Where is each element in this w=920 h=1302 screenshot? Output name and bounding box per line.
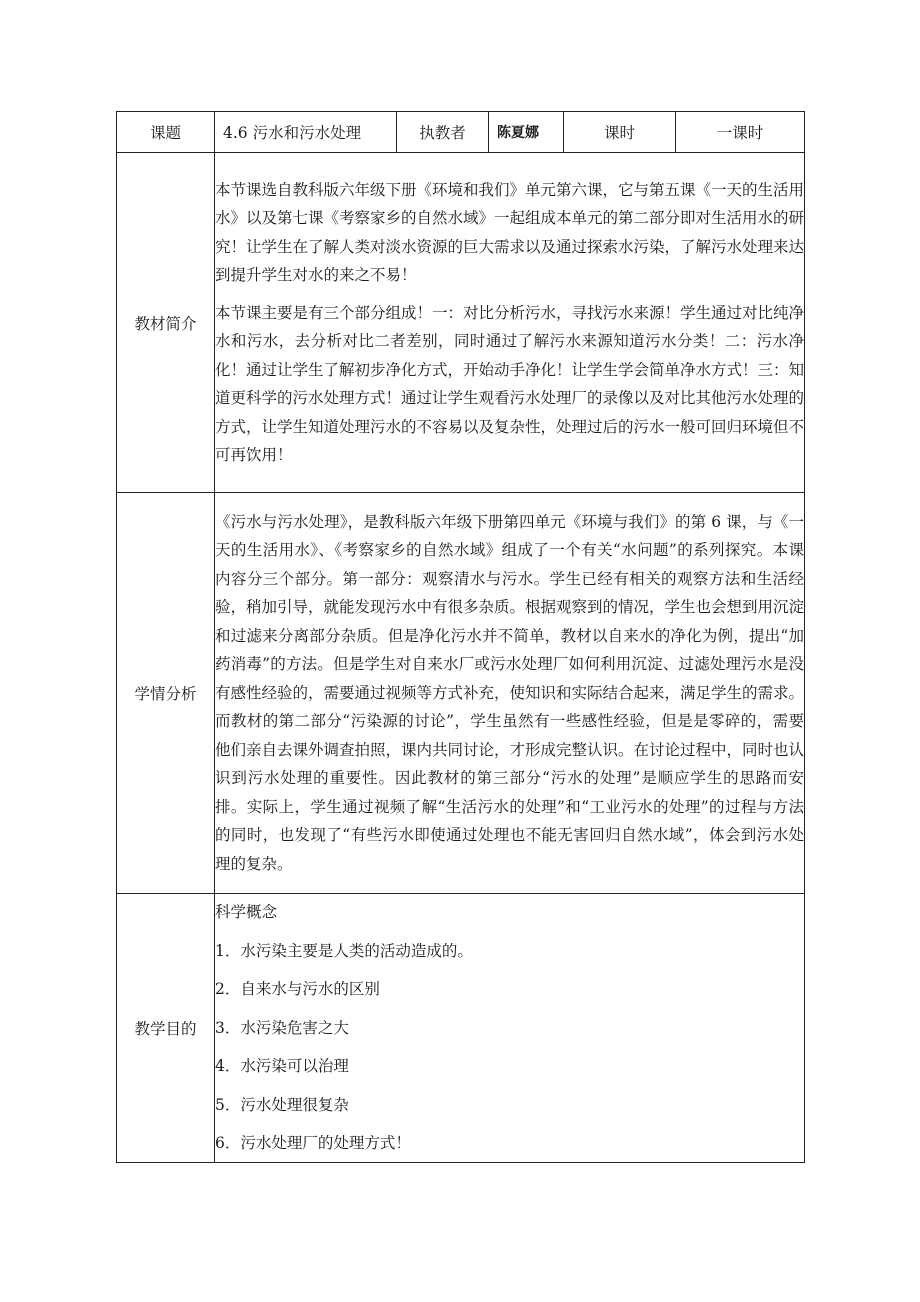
header-row [117, 112, 805, 153]
goal-item-3: 3．水污染危害之大 [215, 1018, 349, 1037]
learner-label: 学情分析 [117, 493, 215, 894]
learner-content [215, 493, 805, 894]
learner-row [117, 493, 805, 894]
goal-item-1: 1．水污染主要是人类的活动造成的。 [215, 941, 473, 960]
material-paragraph-1: 本节课选自教科版六年级下册《环境和我们》单元第六课，它与第五课《一天的生活用水》以及第七课《考察家乡的自然水域》一起组成本单元的第二部分即对生活用水的研究！让学生在了解人类对淡水资源的巨大需求以及通过探索水污染，了解污水处理来达到提升学生对水的来之不易！ [215, 180, 805, 284]
goal-item-4: 4．水污染可以治理 [215, 1057, 349, 1076]
teacher-label: 执教者 [397, 112, 489, 153]
material-row [117, 153, 805, 493]
topic-value: 4.6 污水和污水处理 [215, 112, 397, 153]
topic-label: 课题 [117, 112, 215, 153]
goals-row [117, 894, 805, 1163]
period-value: 一课时 [676, 112, 805, 153]
teacher-value: 陈夏娜 [489, 112, 564, 153]
period-label: 课时 [564, 112, 676, 153]
goals-label: 教学目的 [117, 894, 215, 1163]
goal-item-6: 6．污水处理厂的处理方式！ [215, 1134, 411, 1153]
goal-item-2: 2．自来水与污水的区别 [215, 980, 380, 999]
material-paragraph-2: 本节课主要是有三个部分组成！一：对比分析污水，寻找污水来源！学生通过对比纯净水和污水，去分析对比二者差别，同时通过了解污水来源知道污水分类！二：污水净化！通过让学生了解初步净化方式，开始动手净化！让学生学会简单净水方式！三：知道更科学的污水处理方式！通过让学生观看污水处理厂的录像以及对比其他污水处理的方式，让学生知道处理污水的不容易以及复杂性，处理过后的污水一般可回归环境但不可再饮用！ [215, 303, 805, 464]
goals-content [215, 894, 805, 1163]
lesson-plan-table [116, 111, 805, 1163]
material-label: 教材简介 [117, 153, 215, 493]
material-content [215, 153, 805, 493]
goal-item-5: 5．污水处理很复杂 [215, 1095, 349, 1114]
goals-heading: 科学概念 [215, 903, 278, 922]
learner-paragraph: 《污水与污水处理》，是教科版六年级下册第四单元《环境与我们》的第 6 课，与《一天的生活用水》、《考察家乡的自然水域》组成了一个有关“水问题”的系列探究。本课内容分三个部分。第一部分：观察清水与污水。学生已经有相关的观察方法和生活经验，稍加引导，就能发现污水中有很多杂质。根据观察到的情况，学生也会想到用沉淀和过滤来分离部分杂质。但是净化污水并不简单，教材以自来水的净化为例，提出“加药消毒”的方法。但是学生对自来水厂或污水处理厂如何利用沉淀、过滤处理污水是没有感性经验的，需要通过视频等方式补充，使知识和实际结合起来，满足学生的需求。而教材的第二部分“污染源的讨论”，学生虽然有一些感性经验，但是是零碎的，需要他们亲自去课外调查拍照，课内共同讨论，才形成完整认识。在讨论过程中，同时也认识到污水处理的重要性。因此教材的第三部分“污水的处理”是顺应学生的思路而安排。实际上，学生通过视频了解“生活污水的处理”和“工业污水的处理”的过程与方法的同时，也发现了“有些污水即使通过处理也不能无害回归自然水域”，体会到污水处理的复杂。 [215, 512, 805, 873]
